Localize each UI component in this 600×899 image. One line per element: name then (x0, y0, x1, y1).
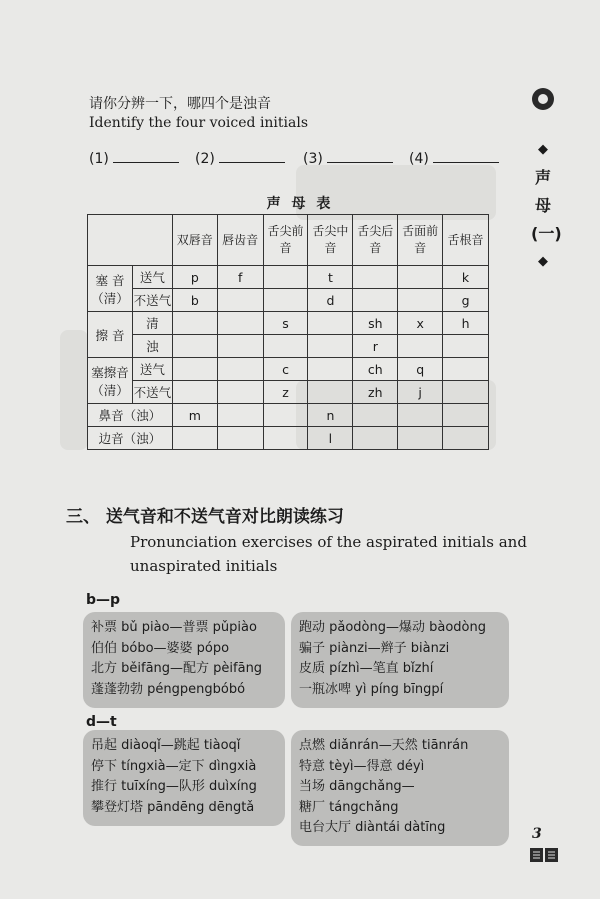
sub-label: 送气 (132, 358, 172, 381)
word-pair: 攀登灯塔 pāndēng dēngtǎ (91, 799, 255, 815)
word-box-dt-right (291, 730, 509, 846)
page-number: 3 (532, 826, 542, 842)
answer-blank[interactable]: (4) (409, 150, 499, 167)
diamond-icon: ◆ (538, 254, 548, 269)
table-cell (308, 335, 353, 358)
table-cell (443, 404, 489, 427)
table-cell: n (308, 404, 353, 427)
header-cell: 双唇音 (172, 215, 217, 266)
header-cell: 舌根音 (443, 215, 489, 266)
pair-label-dt: d—t (86, 714, 117, 730)
table-cell (263, 266, 308, 289)
table-cell (172, 358, 217, 381)
table-cell (443, 381, 489, 404)
table-cell: d (308, 289, 353, 312)
section-title: 三、 送气音和不送气音对比朗读练习 (66, 507, 344, 527)
table-cell: r (353, 335, 398, 358)
table-cell: g (443, 289, 489, 312)
table-cell (443, 358, 489, 381)
header-cell: 舌尖前音 (263, 215, 308, 266)
table-cell (217, 381, 263, 404)
group-label: 擦 音 (88, 312, 133, 358)
sub-label: 不送气 (132, 289, 172, 312)
table-cell: h (443, 312, 489, 335)
header-cell: 舌尖后音 (353, 215, 398, 266)
word-pair: 补票 bǔ piào—普票 pǔpiào (91, 620, 257, 635)
sub-label: 送气 (132, 266, 172, 289)
table-cell (398, 427, 443, 450)
sub-label: 不送气 (132, 381, 172, 404)
word-pair: 点燃 diǎnrán—天然 tiānrán (299, 738, 469, 753)
table-cell (443, 335, 489, 358)
word-pair: 停下 tíngxià—定下 dìngxià (91, 758, 257, 774)
table-cell: z (263, 381, 308, 404)
header-cell: 唇齿音 (217, 215, 263, 266)
section-title-en: Pronunciation exercises of the aspirated initials and unaspirated initials (130, 533, 527, 575)
table-cell (308, 358, 353, 381)
table-cell (217, 404, 263, 427)
diamond-icon: ◆ (538, 142, 548, 157)
exercise-instruction-zh: 请你分辨一下，哪四个是浊音 (89, 96, 271, 112)
table-cell (263, 404, 308, 427)
table-corner (88, 215, 173, 266)
group-label: 边音（浊） (88, 427, 173, 450)
word-box-bp-left (83, 612, 285, 708)
sub-label: 浊 (132, 335, 172, 358)
bleed-through-shape (60, 330, 88, 450)
table-cell: s (263, 312, 308, 335)
table-cell (353, 404, 398, 427)
word-pair: 蓬蓬勃勃 péngpengbóbó (91, 681, 246, 697)
table-cell: k (443, 266, 489, 289)
table-cell (217, 289, 263, 312)
group-label: 塞 音（清） (88, 266, 133, 312)
table-cell (353, 266, 398, 289)
table-cell (172, 427, 217, 450)
open-book-icon (529, 846, 559, 864)
word-pair: 皮质 pízhì—笔直 bǐzhí (299, 661, 434, 677)
word-pair: 一瓶冰啤 yì píng bīngpí (299, 681, 444, 697)
table-cell (308, 312, 353, 335)
header-cell: 舌尖中音 (308, 215, 353, 266)
table-cell: b (172, 289, 217, 312)
table-cell (398, 335, 443, 358)
word-pair: 跑动 pǎodòng—爆动 bàodòng (299, 620, 487, 635)
header-cell: 舌面前音 (398, 215, 443, 266)
table-cell (217, 312, 263, 335)
answer-blank[interactable]: (1) (89, 150, 179, 167)
table-cell: q (398, 358, 443, 381)
table-cell (217, 335, 263, 358)
group-label: 鼻音（浊） (88, 404, 173, 427)
table-cell: f (217, 266, 263, 289)
table-cell (263, 427, 308, 450)
word-pair: 特意 tèyì—得意 déyì (299, 758, 425, 774)
table-cell: zh (353, 381, 398, 404)
table-cell (217, 358, 263, 381)
table-cell: m (172, 404, 217, 427)
table-cell (217, 427, 263, 450)
word-pair: 吊起 diàoqǐ—跳起 tiàoqǐ (91, 738, 241, 753)
chapter-label: 声母(一) (531, 168, 562, 243)
word-pair: 推行 tuīxíng—队形 duìxíng (91, 779, 257, 795)
chapter-side-tab (522, 88, 562, 418)
table-cell: p (172, 266, 217, 289)
answer-blanks (89, 150, 509, 170)
word-box-dt-left (83, 730, 285, 826)
pair-label-bp: b—p (86, 592, 121, 608)
table-cell: j (398, 381, 443, 404)
table-cell: ch (353, 358, 398, 381)
word-pair: 北方 běifāng—配方 pèifāng (91, 661, 263, 677)
word-pair: 当场 dāngchǎng— (299, 779, 415, 795)
table-cell (263, 289, 308, 312)
table-title: 声 母 表 (266, 196, 334, 212)
sub-label: 清 (132, 312, 172, 335)
answer-blank[interactable]: (2) (195, 150, 285, 167)
word-pair: 电台大厅 diàntái dàtīng (299, 820, 446, 836)
table-cell: l (308, 427, 353, 450)
table-cell (353, 427, 398, 450)
table-cell: x (398, 312, 443, 335)
table-cell (443, 427, 489, 450)
initials-table (87, 214, 489, 450)
table-cell (263, 335, 308, 358)
word-pair: 糖厂 tángchǎng (299, 799, 399, 815)
table-cell (398, 266, 443, 289)
answer-blank[interactable]: (3) (303, 150, 393, 167)
table-cell (172, 312, 217, 335)
group-label: 塞擦音（清） (88, 358, 133, 404)
word-pair: 伯伯 bóbo—婆婆 pópo (91, 640, 230, 656)
table-cell (172, 335, 217, 358)
table-cell (308, 381, 353, 404)
table-cell (353, 289, 398, 312)
table-cell (398, 289, 443, 312)
flower-emblem-icon (532, 88, 554, 110)
table-cell (398, 404, 443, 427)
table-cell: sh (353, 312, 398, 335)
table-cell: c (263, 358, 308, 381)
table-cell: t (308, 266, 353, 289)
exercise-instruction-en: Identify the four voiced initials (89, 115, 309, 131)
word-box-bp-right (291, 612, 509, 708)
word-pair: 骗子 piànzi—辫子 biànzi (299, 640, 450, 656)
table-cell (172, 381, 217, 404)
